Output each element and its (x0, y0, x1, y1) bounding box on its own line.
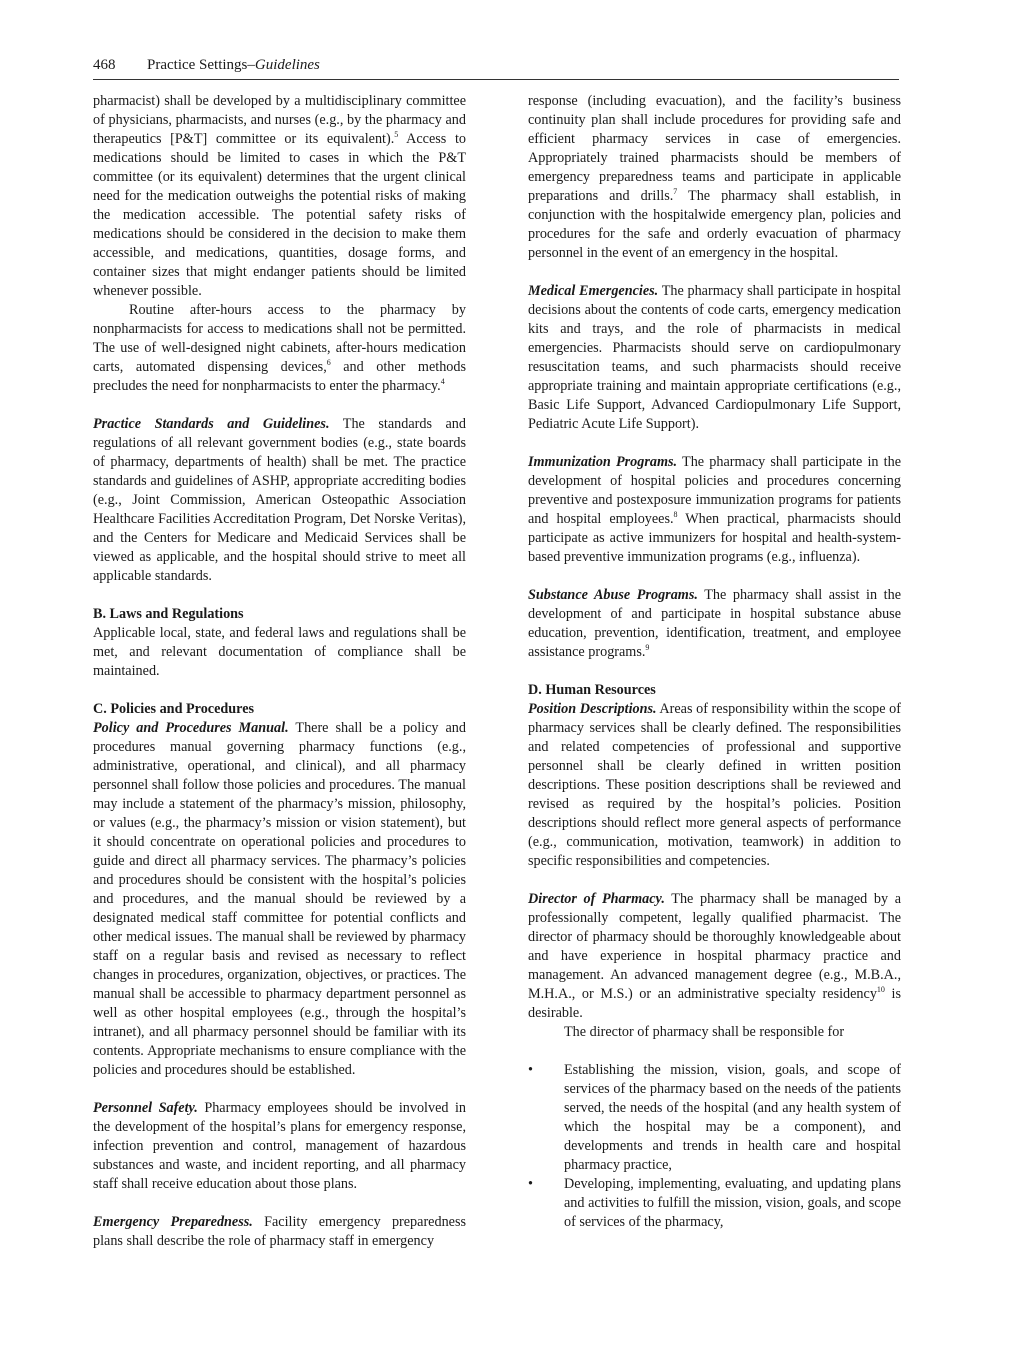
runin-heading: Director of Pharmacy. (528, 891, 665, 907)
section-heading-laws: B. Laws and Regulations (93, 606, 244, 622)
paragraph-director-responsible: The director of pharmacy shall be responsible for (564, 1024, 845, 1040)
paragraph-director: Director of Pharmacy. The pharmacy shall be managed by a professionally competent, legally qualified pharmacist. The director of pharmacy should be thoroughly knowledgeable about and have experience in hospital pharmacy practice and management. An advanced management degree (e.g., M.B.A., M.H.A., or M.S.) or an administrative specialty residency$^{10}$ is desirable. (528, 891, 902, 1021)
section-heading-human-resources: D. Human Resources (528, 682, 656, 698)
paragraph-medical-emergencies: Medical Emergencies. The pharmacy shall participate in hospital decisions about the contents of code carts, emergency medication kits and trays, and the role of pharmacists in medical emergencies. Pharmacists should serve on cardiopulmonary resuscitation teams, and such pharmacists should receive appropriate training and maintain appropriate certifications (e.g., Basic Life Support, Advanced Cardiopulmonary Life Support, Pediatric Acute Life Support). (528, 283, 901, 432)
paragraph-practice-standards: Practice Standards and Guidelines. The standards and regulations of all relevant government bodies (e.g., state boards of pharmacy, departments of health) shall be met. The practice standards and guidelines of ASHP, appropriate accrediting bodies (e.g., Joint Commission, American Osteopathic Association Healthcare Facilities Accreditation Program, Det Norske Veritas), and the Centers for Medicare and Medicaid Services shall be viewed as applicable, and the hospital should strive to meet all applicable standards. (93, 416, 466, 584)
page-number: 468 (93, 57, 116, 73)
paragraph-position-descriptions: Position Descriptions. Areas of responsibility within the scope of pharmacy services shall be clearly defined. The responsibilities and related competencies of professional and supportive personnel shall be clearly defined in written position descriptions. These position descriptions shall be reviewed and revised as required by the hospital’s policies. Position descriptions should reflect more general aspects of performance (e.g., communication, motivation, teamwork) in addition to specific responsibilities and competencies. (528, 701, 902, 869)
bullet-icon: • (528, 1062, 533, 1078)
left-column (93, 92, 466, 1251)
paragraph-manual: Policy and Procedures Manual. There shall be a policy and procedures manual governing pharmacy functions (e.g., administrative, operational, and clinical), and all pharmacy personnel shall follow those policies and procedures. The manual may include a statement of the pharmacy’s mission, philosophy, or values (e.g., the pharmacy’s mission or vision statement), but it should concentrate on operational policies and procedures to guide and direct all pharmacy services. The pharmacy’s policies and procedures should be consistent with the hospital’s policies and procedures, and the manual should be reviewed by a designated medical staff committee for potential conflicts and other medical issues. The manual shall be reviewed by pharmacy staff on a regular basis and revised as necessary to reflect changes in procedures, organization, objectives, or practices. The manual shall be accessible to pharmacy department personnel as well as other hospital employees (e.g., through the hospital’s intranet), and all pharmacy personnel should be familiar with its contents. Appropriate mechanisms to ensure compliance with the policies and procedures should be established. (93, 720, 466, 1078)
paragraph-emergency-preparedness: Emergency Preparedness. Facility emergency preparedness plans shall describe the role of pharmacy staff in emergency (93, 1214, 466, 1249)
runin-heading: Personnel Safety. (93, 1100, 198, 1116)
paragraph-after-hours: Routine after-hours access to the pharmacy by nonpharmacists for access to medications shall not be permitted. The use of well-designed night cabinets, after-hours medication carts, automated dispensing devices,$^6$ and other methods precludes the need for nonpharmacists to enter the pharmacy.$^4$ (93, 302, 467, 394)
runin-heading: Practice Standards and Guidelines. (93, 416, 330, 432)
runin-heading: Substance Abuse Programs. (528, 587, 698, 603)
runin-heading: Medical Emergencies. (528, 283, 659, 299)
runin-heading: Position Descriptions. (528, 701, 657, 717)
section-heading-policies: C. Policies and Procedures (93, 701, 255, 717)
runin-heading: Emergency Preparedness. (93, 1214, 253, 1230)
runin-heading: Immunization Programs. (528, 454, 678, 470)
bullet-icon: • (528, 1176, 533, 1192)
running-title: Practice Settings–Guidelines (147, 57, 320, 73)
list-item: • Establishing the mission, vision, goals, and scope of services of the pharmacy based on the needs of the patients served, the needs of the hospital (and any health system of which the hospital may be a component), and developments and trends in health care and hospital pharmacy practice, (528, 1062, 901, 1173)
paragraph-emergency-continued: response (including evacuation), and the facility’s business continuity plan shall include procedures for providing safe and efficient pharmacy services in case of emergencies. Appropriately trained pharmacists should be members of emergency preparedness teams and participate in applicable preparations and drills.$^7$ The pharmacy shall establish, in conjunction with the hospitalwide emergency plan, policies and procedures for the safe and orderly evacuation of pharmacy personnel in the event of an emergency in the hospital. (528, 93, 901, 261)
list-item: • Developing, implementing, evaluating, and updating plans and activities to fulfill the mission, vision, goals, and scope of services of the pharmacy, (528, 1176, 901, 1230)
paragraph-immunization: Immunization Programs. The pharmacy shall participate in the development of hospital policies and procedures concerning preventive and postexposure immunization programs for patients and hospital employees.$^8$ When practical, pharmacists should participate as active immunizers for hospital and health-system-based preventive immunization programs (e.g., influenza). (528, 454, 901, 565)
runin-heading: Policy and Procedures Manual. (93, 720, 289, 736)
running-header (93, 57, 899, 80)
right-column (528, 92, 901, 1232)
paragraph-substance-abuse: Substance Abuse Programs. The pharmacy shall assist in the development of and participate in hospital substance abuse education, prevention, identification, treatment, and employee assistance programs.$^9$ (528, 587, 901, 660)
paragraph-laws: Applicable local, state, and federal laws and regulations shall be met, and relevant documentation of compliance shall be maintained. (93, 625, 466, 679)
paragraph-personnel-safety: Personnel Safety. Pharmacy employees should be involved in the development of the hospital’s plans for emergency response, infection prevention and control, management of hazardous substances and waste, and incident reporting, and all pharmacy staff shall receive education about those plans. (93, 1100, 466, 1192)
paragraph-access: pharmacist) shall be developed by a multidisciplinary committee of physicians, pharmacists, and nurses (e.g., by the pharmacy and therapeutics [P&T] committee or its equivalent).$^5$ Access to medications should be limited to cases in which the P&T committee (or its equivalent) determines that the urgent clinical need for the medication outweighs the potential risks of making the medication accessible. The potential safety risks of medications should be considered in the decision to make them accessible, and medications, quantities, dosage forms, and container sizes that might endanger patients should be limited whenever possible. (93, 93, 466, 299)
responsibility-list (528, 1061, 901, 1232)
